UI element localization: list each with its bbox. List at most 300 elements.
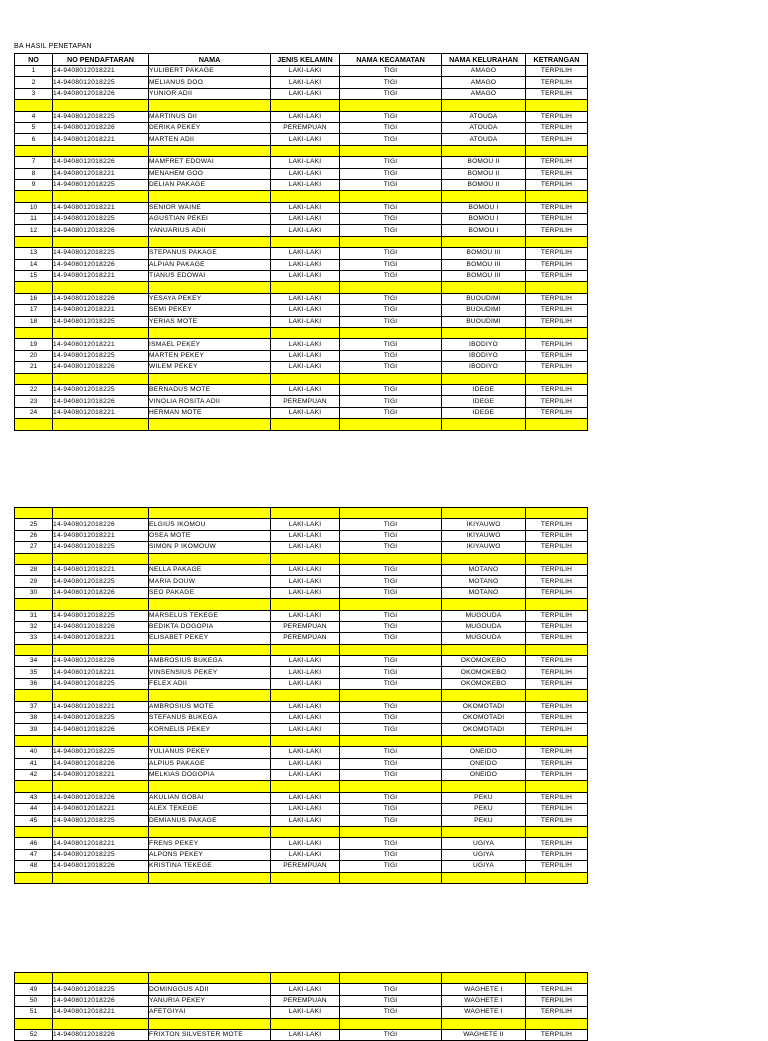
cell-status: TERPILIH: [526, 838, 588, 849]
cell-gender: LAKI-LAKI: [271, 747, 340, 758]
table-row: [15, 792, 588, 803]
cell-name: STEFANUS BUKEGA: [149, 713, 271, 724]
cell-name: DOMINGGUS ADII: [149, 984, 271, 995]
table-row: [15, 984, 588, 995]
cell-village: IDEGE: [442, 407, 526, 418]
cell-district: TIGI: [340, 519, 442, 530]
cell-gender: LAKI-LAKI: [271, 88, 340, 99]
cell-gender: LAKI-LAKI: [271, 77, 340, 88]
cell-registration-number: 14-9408012018226: [53, 995, 149, 1006]
cell-village: BOMOU II: [442, 179, 526, 190]
cell-no: 33: [15, 633, 53, 644]
cell-district: TIGI: [340, 576, 442, 587]
cell-district: TIGI: [340, 861, 442, 872]
cell-status: TERPILIH: [526, 111, 588, 122]
cell-no: 41: [15, 758, 53, 769]
cell-registration-number: 14-9408012018226: [53, 362, 149, 373]
cell-name: MENAHEM GOO: [149, 168, 271, 179]
cell-gender: LAKI-LAKI: [271, 610, 340, 621]
table-row: [15, 134, 588, 145]
cell-village: PEKU: [442, 804, 526, 815]
cell-village: IBODIYO: [442, 339, 526, 350]
cell-name: YULIBERT PAKAGE: [149, 66, 271, 77]
table-row: [15, 168, 588, 179]
cell-gender: LAKI-LAKI: [271, 701, 340, 712]
cell-status: TERPILIH: [526, 747, 588, 758]
cell-name: WILEM PEKEY: [149, 362, 271, 373]
cell-no: 32: [15, 621, 53, 632]
cell-name: SEO PAKAGE: [149, 587, 271, 598]
cell-gender: LAKI-LAKI: [271, 758, 340, 769]
cell-registration-number: 14-9408012018225: [53, 815, 149, 826]
cell-name: VINSENSIUS PEKEY: [149, 667, 271, 678]
cell-district: TIGI: [340, 747, 442, 758]
cell-no: 14: [15, 259, 53, 270]
column-header-status: KETRANGAN: [526, 54, 588, 66]
cell-village: OKOMOTADI: [442, 701, 526, 712]
cell-district: TIGI: [340, 214, 442, 225]
cell-district: TIGI: [340, 633, 442, 644]
cell-no: 8: [15, 168, 53, 179]
separator-row: [15, 282, 588, 293]
cell-gender: LAKI-LAKI: [271, 769, 340, 780]
cell-status: TERPILIH: [526, 179, 588, 190]
cell-status: TERPILIH: [526, 758, 588, 769]
separator-row: [15, 236, 588, 247]
cell-district: TIGI: [340, 542, 442, 553]
cell-name: OSEA MOTE: [149, 530, 271, 541]
cell-name: ELISABET PEKEY: [149, 633, 271, 644]
table-row: [15, 1029, 588, 1040]
cell-village: MUGOUDA: [442, 633, 526, 644]
separator-row: [15, 644, 588, 655]
cell-district: TIGI: [340, 66, 442, 77]
cell-registration-number: 14-9408012018226: [53, 758, 149, 769]
separator-row: [15, 145, 588, 156]
cell-district: TIGI: [340, 77, 442, 88]
cell-district: TIGI: [340, 610, 442, 621]
column-header-village: NAMA KELURAHAN: [442, 54, 526, 66]
cell-name: FRENS PEKEY: [149, 838, 271, 849]
cell-registration-number: 14-9408012018226: [53, 861, 149, 872]
table-row: [15, 362, 588, 373]
cell-status: TERPILIH: [526, 542, 588, 553]
cell-no: 40: [15, 747, 53, 758]
cell-gender: LAKI-LAKI: [271, 838, 340, 849]
table-row: [15, 633, 588, 644]
cell-registration-number: 14-9408012018221: [53, 701, 149, 712]
cell-village: MUGOUDA: [442, 621, 526, 632]
cell-registration-number: 14-9408012018225: [53, 542, 149, 553]
cell-district: TIGI: [340, 849, 442, 860]
table-row: [15, 713, 588, 724]
cell-no: 4: [15, 111, 53, 122]
cell-name: HERMAN MOTE: [149, 407, 271, 418]
cell-name: DEMIANUS PAKAGE: [149, 815, 271, 826]
cell-gender: LAKI-LAKI: [271, 407, 340, 418]
cell-village: MOTANO: [442, 587, 526, 598]
cell-no: 16: [15, 293, 53, 304]
cell-district: TIGI: [340, 316, 442, 327]
table-row: [15, 861, 588, 872]
cell-district: TIGI: [340, 407, 442, 418]
table-row: [15, 564, 588, 575]
cell-no: 7: [15, 157, 53, 168]
cell-gender: LAKI-LAKI: [271, 792, 340, 803]
cell-district: TIGI: [340, 758, 442, 769]
cell-village: UGIYA: [442, 861, 526, 872]
cell-gender: LAKI-LAKI: [271, 542, 340, 553]
cell-status: TERPILIH: [526, 610, 588, 621]
cell-no: 37: [15, 701, 53, 712]
cell-village: OKOMOTADI: [442, 713, 526, 724]
cell-no: 47: [15, 849, 53, 860]
cell-district: TIGI: [340, 587, 442, 598]
cell-district: TIGI: [340, 271, 442, 282]
cell-name: AMBROSIUS MOTE: [149, 701, 271, 712]
cell-gender: LAKI-LAKI: [271, 202, 340, 213]
table-row: [15, 202, 588, 213]
cell-district: TIGI: [340, 384, 442, 395]
cell-district: TIGI: [340, 1029, 442, 1040]
table-row: [15, 316, 588, 327]
cell-status: TERPILIH: [526, 995, 588, 1006]
cell-registration-number: 14-9408012018226: [53, 396, 149, 407]
table-row: [15, 747, 588, 758]
cell-village: MUGOUDA: [442, 610, 526, 621]
cell-name: NELLA PAKAGE: [149, 564, 271, 575]
cell-registration-number: 14-9408012018226: [53, 225, 149, 236]
cell-district: TIGI: [340, 179, 442, 190]
table-row: [15, 214, 588, 225]
cell-village: IKIYAUWO: [442, 542, 526, 553]
cell-gender: LAKI-LAKI: [271, 667, 340, 678]
cell-name: SIMON P IKOMOUW: [149, 542, 271, 553]
document-title: BA HASIL PENETAPAN: [14, 43, 92, 50]
cell-gender: LAKI-LAKI: [271, 564, 340, 575]
cell-no: 19: [15, 339, 53, 350]
separator-row: [15, 826, 588, 837]
cell-status: TERPILIH: [526, 384, 588, 395]
cell-district: TIGI: [340, 984, 442, 995]
cell-registration-number: 14-9408012018226: [53, 656, 149, 667]
cell-gender: PEREMPUAN: [271, 633, 340, 644]
cell-village: IBODIYO: [442, 350, 526, 361]
cell-name: YESAYA PEKEY: [149, 293, 271, 304]
cell-name: KORNELIS PEKEY: [149, 724, 271, 735]
cell-registration-number: 14-9408012018226: [53, 122, 149, 133]
cell-no: 22: [15, 384, 53, 395]
cell-district: TIGI: [340, 564, 442, 575]
cell-name: MARTINUS DII: [149, 111, 271, 122]
cell-village: WAGHETE I: [442, 995, 526, 1006]
cell-status: TERPILIH: [526, 576, 588, 587]
cell-gender: PEREMPUAN: [271, 995, 340, 1006]
table-row: [15, 542, 588, 553]
table-row: [15, 111, 588, 122]
cell-village: ATOUDA: [442, 111, 526, 122]
cell-no: 28: [15, 564, 53, 575]
cell-registration-number: 14-9408012018226: [53, 724, 149, 735]
cell-village: BUOUDIMI: [442, 316, 526, 327]
cell-registration-number: 14-9408012018221: [53, 769, 149, 780]
cell-gender: PEREMPUAN: [271, 122, 340, 133]
cell-district: TIGI: [340, 202, 442, 213]
cell-village: ONEIDO: [442, 758, 526, 769]
separator-row: [15, 781, 588, 792]
table-row: [15, 769, 588, 780]
cell-district: TIGI: [340, 656, 442, 667]
table-row: [15, 530, 588, 541]
cell-no: 38: [15, 713, 53, 724]
cell-no: 12: [15, 225, 53, 236]
cell-no: 48: [15, 861, 53, 872]
cell-village: WAGHETE I: [442, 1007, 526, 1018]
cell-gender: PEREMPUAN: [271, 396, 340, 407]
table-row: [15, 271, 588, 282]
cell-registration-number: 14-9408012018221: [53, 667, 149, 678]
cell-status: TERPILIH: [526, 633, 588, 644]
table-row: [15, 350, 588, 361]
cell-no: 43: [15, 792, 53, 803]
cell-gender: LAKI-LAKI: [271, 350, 340, 361]
table-row: [15, 293, 588, 304]
cell-status: TERPILIH: [526, 804, 588, 815]
cell-village: BOMOU I: [442, 214, 526, 225]
cell-status: TERPILIH: [526, 202, 588, 213]
table-row: [15, 396, 588, 407]
cell-no: 49: [15, 984, 53, 995]
cell-status: TERPILIH: [526, 134, 588, 145]
cell-name: YUNIOR ADII: [149, 88, 271, 99]
cell-gender: LAKI-LAKI: [271, 815, 340, 826]
cell-village: WAGHETE I: [442, 984, 526, 995]
cell-status: TERPILIH: [526, 849, 588, 860]
cell-status: TERPILIH: [526, 157, 588, 168]
cell-registration-number: 14-9408012018225: [53, 384, 149, 395]
table-row: [15, 838, 588, 849]
table-row: [15, 610, 588, 621]
cell-name: TIANUS EDOWAI: [149, 271, 271, 282]
cell-name: DELIAN PAKAGE: [149, 179, 271, 190]
separator-row: [15, 973, 588, 984]
cell-status: TERPILIH: [526, 305, 588, 316]
cell-status: TERPILIH: [526, 713, 588, 724]
cell-name: SEMI PEKEY: [149, 305, 271, 316]
table-row: [15, 815, 588, 826]
cell-village: BUOUDIMI: [442, 293, 526, 304]
cell-name: AKULIAN GOBAI: [149, 792, 271, 803]
separator-row: [15, 373, 588, 384]
separator-row: [15, 553, 588, 564]
cell-registration-number: 14-9408012018221: [53, 530, 149, 541]
table-row: [15, 849, 588, 860]
cell-registration-number: 14-9408012018226: [53, 1029, 149, 1040]
cell-village: ATOUDA: [442, 134, 526, 145]
cell-gender: LAKI-LAKI: [271, 362, 340, 373]
cell-no: 21: [15, 362, 53, 373]
cell-registration-number: 14-9408012018225: [53, 610, 149, 621]
cell-registration-number: 14-9408012018221: [53, 339, 149, 350]
table-row: [15, 587, 588, 598]
cell-status: TERPILIH: [526, 225, 588, 236]
cell-registration-number: 14-9408012018225: [53, 678, 149, 689]
table-row: [15, 339, 588, 350]
cell-registration-number: 14-9408012018226: [53, 259, 149, 270]
cell-village: OKOMOKEBO: [442, 667, 526, 678]
table-row: [15, 88, 588, 99]
cell-district: TIGI: [340, 530, 442, 541]
table-row: [15, 701, 588, 712]
cell-registration-number: 14-9408012018226: [53, 621, 149, 632]
cell-no: 31: [15, 610, 53, 621]
separator-row: [15, 191, 588, 202]
cell-district: TIGI: [340, 362, 442, 373]
cell-name: MARSELUS TEKEGE: [149, 610, 271, 621]
cell-district: TIGI: [340, 838, 442, 849]
cell-name: AFETGIYAI: [149, 1007, 271, 1018]
cell-registration-number: 14-9408012018221: [53, 305, 149, 316]
cell-status: TERPILIH: [526, 168, 588, 179]
cell-status: TERPILIH: [526, 248, 588, 259]
cell-registration-number: 14-9408012018221: [53, 271, 149, 282]
cell-gender: LAKI-LAKI: [271, 225, 340, 236]
cell-district: TIGI: [340, 815, 442, 826]
cell-gender: LAKI-LAKI: [271, 1029, 340, 1040]
table-row: [15, 305, 588, 316]
cell-village: BUOUDIMI: [442, 305, 526, 316]
cell-gender: LAKI-LAKI: [271, 587, 340, 598]
separator-row: [15, 599, 588, 610]
cell-gender: LAKI-LAKI: [271, 384, 340, 395]
separator-row: [15, 690, 588, 701]
cell-name: MELKIAS DOGOPIA: [149, 769, 271, 780]
cell-status: TERPILIH: [526, 621, 588, 632]
cell-registration-number: 14-9408012018221: [53, 1007, 149, 1018]
table-row: [15, 678, 588, 689]
cell-village: BOMOU I: [442, 225, 526, 236]
cell-district: TIGI: [340, 724, 442, 735]
cell-village: OKOMOKEBO: [442, 656, 526, 667]
cell-district: TIGI: [340, 667, 442, 678]
cell-name: MAMFRET EDOWAI: [149, 157, 271, 168]
cell-district: TIGI: [340, 305, 442, 316]
separator-row: [15, 100, 588, 111]
cell-no: 39: [15, 724, 53, 735]
cell-name: ALPIAN PAKAGE: [149, 259, 271, 270]
cell-status: TERPILIH: [526, 407, 588, 418]
cell-gender: LAKI-LAKI: [271, 530, 340, 541]
cell-name: ELGIUS IKOMOU: [149, 519, 271, 530]
cell-status: TERPILIH: [526, 656, 588, 667]
cell-registration-number: 14-9408012018226: [53, 587, 149, 598]
cell-name: MARTEN PEKEY: [149, 350, 271, 361]
separator-row: [15, 735, 588, 746]
cell-status: TERPILIH: [526, 316, 588, 327]
cell-gender: LAKI-LAKI: [271, 66, 340, 77]
cell-status: TERPILIH: [526, 769, 588, 780]
cell-village: ONEIDO: [442, 769, 526, 780]
cell-name: BEDIKTA DOGOPIA: [149, 621, 271, 632]
table-row: [15, 225, 588, 236]
cell-name: YANUARIUS ADII: [149, 225, 271, 236]
table-row: [15, 576, 588, 587]
cell-district: TIGI: [340, 122, 442, 133]
cell-gender: LAKI-LAKI: [271, 519, 340, 530]
cell-status: TERPILIH: [526, 724, 588, 735]
cell-name: BERNADUS MOTE: [149, 384, 271, 395]
cell-no: 24: [15, 407, 53, 418]
cell-registration-number: 14-9408012018225: [53, 179, 149, 190]
cell-no: 26: [15, 530, 53, 541]
cell-district: TIGI: [340, 804, 442, 815]
table-row: [15, 384, 588, 395]
cell-no: 6: [15, 134, 53, 145]
cell-gender: LAKI-LAKI: [271, 1007, 340, 1018]
cell-status: TERPILIH: [526, 350, 588, 361]
cell-gender: PEREMPUAN: [271, 861, 340, 872]
cell-village: AMAGO: [442, 77, 526, 88]
cell-village: MOTANO: [442, 564, 526, 575]
cell-status: TERPILIH: [526, 815, 588, 826]
table-row: [15, 758, 588, 769]
cell-district: TIGI: [340, 678, 442, 689]
cell-district: TIGI: [340, 293, 442, 304]
cell-status: TERPILIH: [526, 564, 588, 575]
cell-status: TERPILIH: [526, 339, 588, 350]
cell-village: MOTANO: [442, 576, 526, 587]
cell-name: SENIOR WAINE: [149, 202, 271, 213]
cell-district: TIGI: [340, 621, 442, 632]
cell-no: 18: [15, 316, 53, 327]
cell-registration-number: 14-9408012018221: [53, 202, 149, 213]
cell-registration-number: 14-9408012018225: [53, 316, 149, 327]
cell-village: BOMOU II: [442, 157, 526, 168]
cell-registration-number: 14-9408012018221: [53, 804, 149, 815]
separator-row: [15, 872, 588, 883]
cell-district: TIGI: [340, 339, 442, 350]
cell-village: OKOMOTADI: [442, 724, 526, 735]
cell-name: ALPONS PEKEY: [149, 849, 271, 860]
table-row: [15, 519, 588, 530]
table-row: [15, 621, 588, 632]
cell-gender: LAKI-LAKI: [271, 849, 340, 860]
cell-registration-number: 14-9408012018221: [53, 633, 149, 644]
cell-registration-number: 14-9408012018225: [53, 214, 149, 225]
cell-district: TIGI: [340, 157, 442, 168]
results-table-page-1: [14, 53, 588, 431]
cell-village: OKOMOKEBO: [442, 678, 526, 689]
cell-district: TIGI: [340, 134, 442, 145]
cell-status: TERPILIH: [526, 678, 588, 689]
cell-status: TERPILIH: [526, 984, 588, 995]
cell-status: TERPILIH: [526, 214, 588, 225]
cell-district: TIGI: [340, 396, 442, 407]
cell-no: 45: [15, 815, 53, 826]
cell-name: FRIXTON SILVESTER MOTE: [149, 1029, 271, 1040]
separator-row: [15, 327, 588, 338]
cell-status: TERPILIH: [526, 1029, 588, 1040]
cell-gender: LAKI-LAKI: [271, 259, 340, 270]
table-row: [15, 259, 588, 270]
cell-name: FELEX ADII: [149, 678, 271, 689]
cell-gender: LAKI-LAKI: [271, 271, 340, 282]
cell-name: KRISTINA TEKEGE: [149, 861, 271, 872]
cell-name: MARIA DOUW: [149, 576, 271, 587]
cell-village: ATOUDA: [442, 122, 526, 133]
table-row: [15, 66, 588, 77]
cell-gender: LAKI-LAKI: [271, 168, 340, 179]
